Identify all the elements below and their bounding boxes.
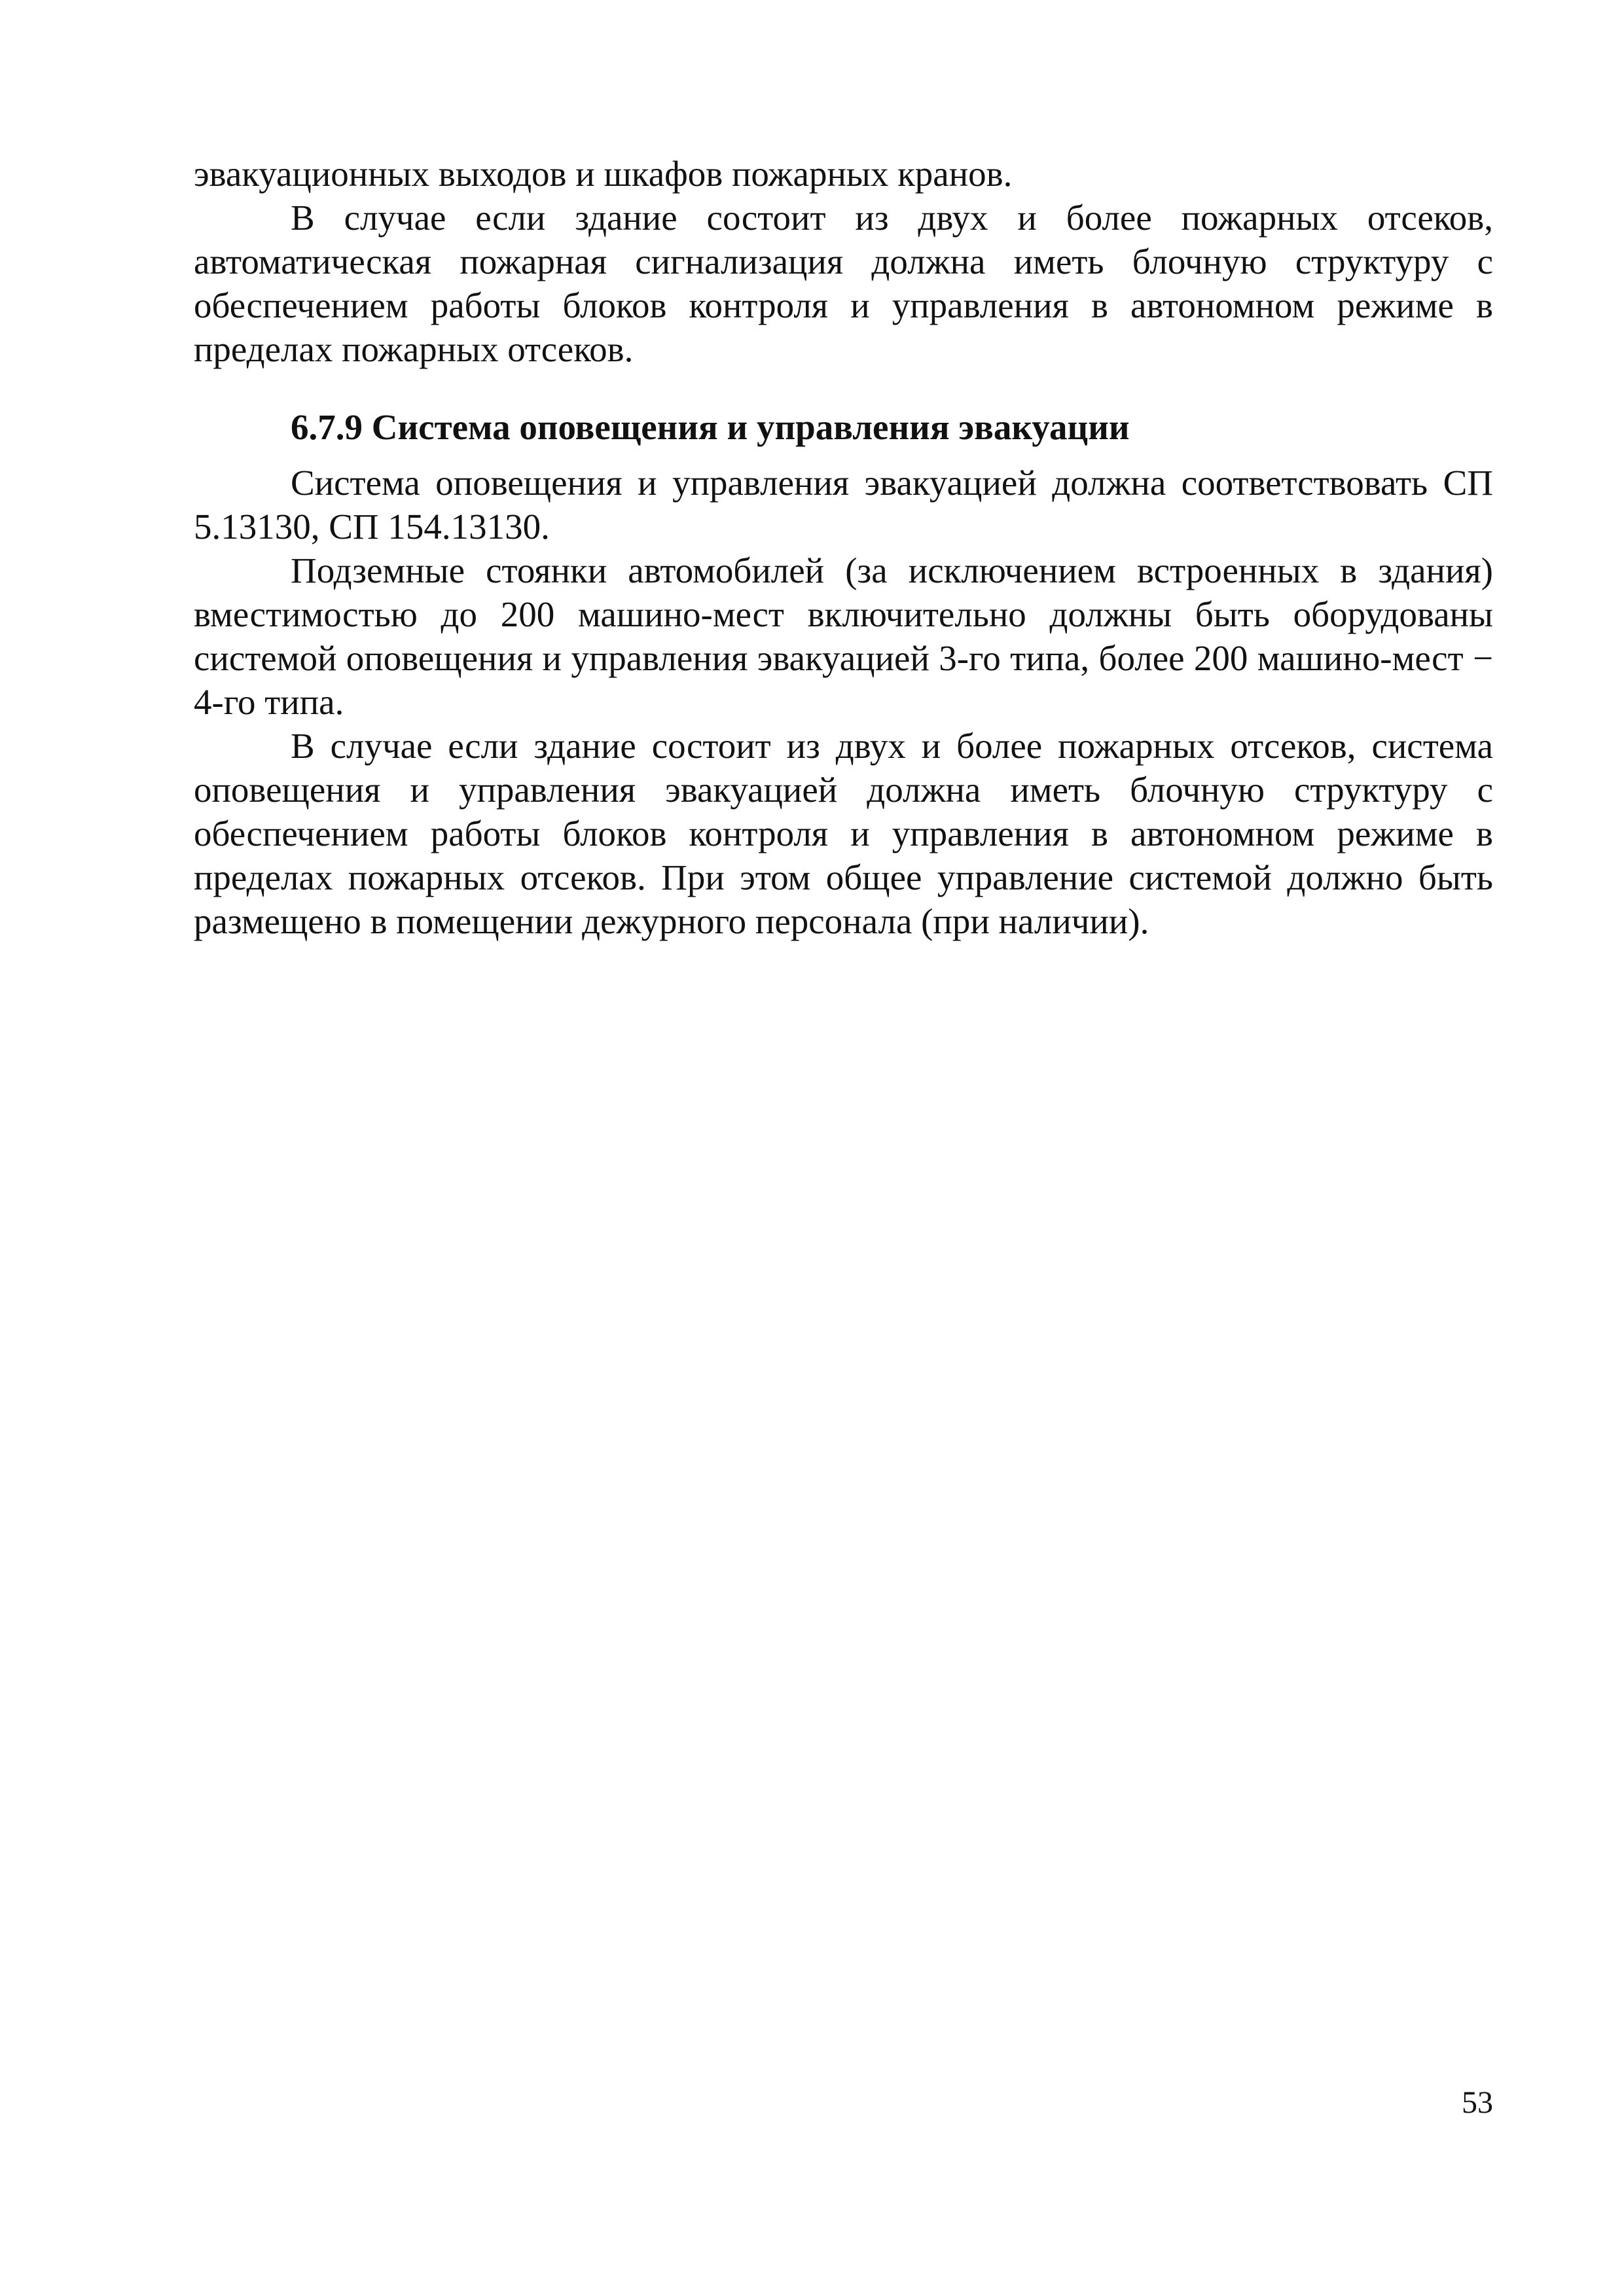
paragraph-warning-system-standards: Система оповещения и управления эвакуацией должна соответствовать СП 5.13130, СП 154.13130.	[194, 463, 1493, 547]
section-heading: 6.7.9 Система оповещения и управления эвакуации	[291, 407, 1130, 447]
paragraph-underground-parking: Подземные стоянки автомобилей (за исключением встроенных в здания) вместимостью до 200 машино-мест включительно должны быть оборудованы системой оповещения и управления эвакуацией 3-го типа, более 200 машино-мест − 4-го типа.	[194, 550, 1493, 722]
page-content	[194, 152, 1493, 943]
continuation-paragraph: эвакуационных выходов и шкафов пожарных кранов.	[194, 154, 1013, 194]
paragraph-fire-alarm-block-structure: В случае если здание состоит из двух и более пожарных отсеков, автоматическая пожарная сигнализация должна иметь блочную структуру с обеспечением работы блоков контроля и управления в автономном режиме в пределах пожарных отсеков.	[194, 198, 1493, 369]
paragraph-warning-system-block-structure: В случае если здание состоит из двух и более пожарных отсеков, система оповещения и управления эвакуацией должна иметь блочную структуру с обеспечением работы блоков контроля и управления в автономном режиме в пределах пожарных отсеков. При этом общее управление системой должно быть размещено в помещении дежурного персонала (при наличии).	[194, 726, 1493, 941]
page-number: 53	[1462, 2085, 1493, 2120]
